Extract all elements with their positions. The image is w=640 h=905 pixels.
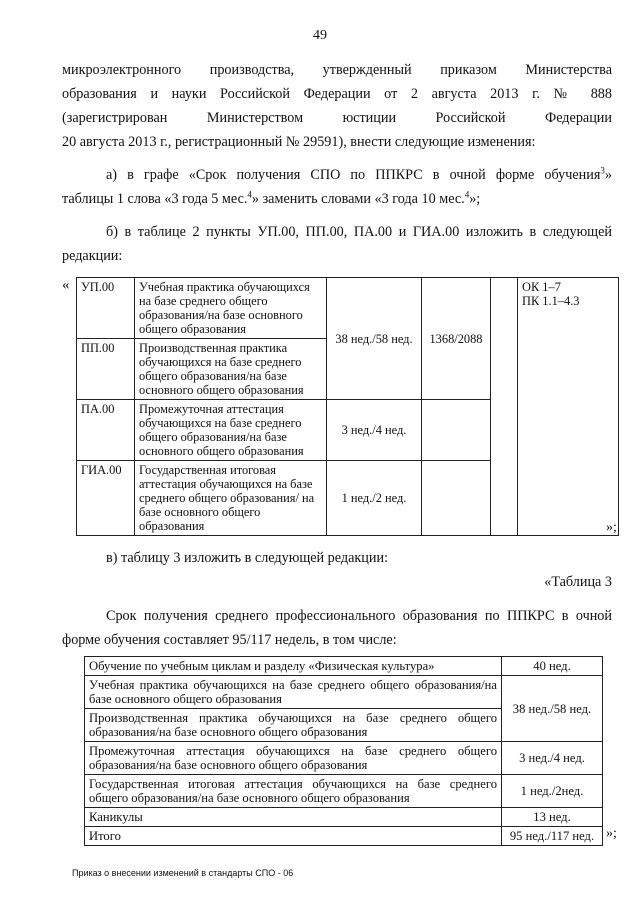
table-row [77, 278, 619, 339]
table-3-container [84, 656, 629, 846]
item-a-line-1 [62, 163, 612, 187]
item-b-line-2: редакции: [62, 248, 123, 264]
empty-cell [491, 278, 518, 536]
item-a-text-1: а) в графе «Срок получения СПО по ППКРС в очной форме обучения [106, 167, 601, 183]
competencies-cell [518, 278, 619, 536]
value-cell: 38 нед./58 нед. [502, 676, 603, 742]
weeks-cell: 1 нед./2 нед. [327, 461, 422, 536]
code-cell: ПА.00 [77, 400, 135, 461]
footer-note: Приказ о внесении изменений в стандарты СПО - 06 [72, 868, 294, 878]
name-cell: Производственная практика обучающихся на базе среднего общего образования/на базе основного общего образования [135, 339, 327, 400]
page-number: 49 [313, 28, 327, 43]
item-b-paragraph [62, 220, 612, 268]
table-3 [84, 656, 603, 846]
item-a-paragraph [62, 163, 612, 211]
item-a-text-4: » заменить словами «3 года 10 мес. [251, 191, 465, 207]
description-cell: Обучение по учебным циклам и разделу «Физическая культура» [85, 657, 502, 676]
item-a-text-3: таблицы 1 слова «3 года 5 мес. [62, 191, 248, 207]
footnote-ref: 3 [600, 165, 605, 176]
hours-cell [422, 461, 491, 536]
value-cell: 95 нед./117 нед. [502, 827, 603, 846]
value-cell: 1 нед./2нед. [502, 775, 603, 808]
competencies-general: ОК 1–7 [522, 280, 561, 294]
competencies-professional: ПК 1.1–4.3 [522, 294, 580, 308]
description-cell: Каникулы [85, 808, 502, 827]
code-cell: ГИА.00 [77, 461, 135, 536]
description-cell: Итого [85, 827, 502, 846]
table-row [85, 775, 603, 808]
hours-cell: 1368/2088 [422, 278, 491, 400]
table-row [85, 676, 603, 709]
name-cell: Учебная практика обучающихся на базе среднего общего образования/на базе основного общего образования [135, 278, 327, 339]
table-row [85, 657, 603, 676]
quote-close: »; [606, 520, 617, 535]
weeks-cell: 3 нед./4 нед. [327, 400, 422, 461]
summary-line-2: форме обучения составляет 95/117 недель, в том числе: [62, 632, 397, 648]
quote-close: »; [606, 826, 617, 841]
value-cell: 13 нед. [502, 808, 603, 827]
name-cell: Промежуточная аттестация обучающихся на базе среднего общего образования/на базе основного общего образования [135, 400, 327, 461]
item-b-line-1: б) в таблице 2 пункты УП.00, ПП.00, ПА.00 и ГИА.00 изложить в следующей [106, 224, 612, 240]
quote-open: « [62, 277, 70, 293]
table-3-label: «Таблица 3 [544, 574, 612, 590]
weeks-cell: 38 нед./58 нед. [327, 278, 422, 400]
item-a-text-5: »; [469, 191, 481, 207]
summary-line-1: Срок получения среднего профессионального образования по ППКРС в очной [106, 608, 612, 624]
description-cell: Государственная итоговая аттестация обучающихся на базе среднего общего образования/на базе основного общего образования [85, 775, 502, 808]
description-cell: Учебная практика обучающихся на базе среднего общего образования/на базе основного общего образования [85, 676, 502, 709]
item-a-line-2 [62, 187, 612, 211]
table-row [85, 742, 603, 775]
code-cell: УП.00 [77, 278, 135, 339]
table-2 [76, 277, 619, 536]
code-cell: ПП.00 [77, 339, 135, 400]
description-cell: Производственная практика обучающихся на базе среднего общего образования/на базе основного общего образования [85, 709, 502, 742]
intro-line-1: микроэлектронного производства, утвержденный приказом Министерства [62, 62, 612, 78]
intro-line-4: 20 августа 2013 г., регистрационный № 29591), внести следующие изменения: [62, 134, 536, 150]
summary-paragraph [62, 604, 612, 652]
table-row [85, 827, 603, 846]
value-cell: 3 нед./4 нед. [502, 742, 603, 775]
table-row [85, 808, 603, 827]
description-cell: Промежуточная аттестация обучающихся на базе среднего общего образования/на базе основного общего образования [85, 742, 502, 775]
item-a-text-2: » [604, 167, 612, 183]
value-cell: 40 нед. [502, 657, 603, 676]
item-v-line: в) таблицу 3 изложить в следующей редакции: [106, 550, 389, 566]
intro-paragraph [62, 58, 612, 154]
item-v-paragraph [62, 546, 612, 594]
name-cell: Государственная итоговая аттестация обучающихся на базе среднего общего образования/ на базе основного общего образования [135, 461, 327, 536]
intro-line-2: образования и науки Российской Федерации от 2 августа 2013 г. № 888 [62, 86, 612, 102]
intro-line-3: (зарегистрирован Министерством юстиции Российской Федерации [62, 110, 612, 126]
hours-cell [422, 400, 491, 461]
footnote-ref: 4 [247, 189, 252, 200]
footnote-ref: 4 [464, 189, 470, 200]
